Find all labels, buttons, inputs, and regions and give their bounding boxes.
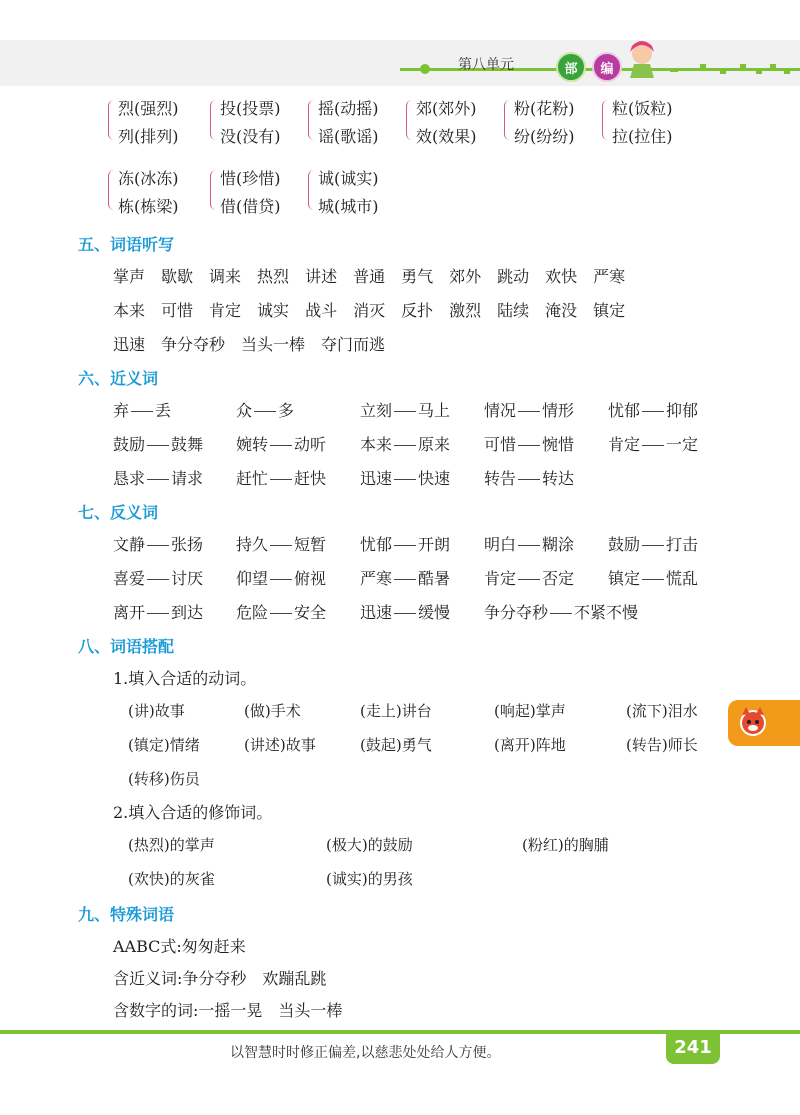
header-dot xyxy=(420,64,430,74)
verb-item: (离开)阵地 xyxy=(494,736,566,754)
subheading: 2.填入合适的修饰词。 xyxy=(113,803,273,822)
modifier-item: (诚实)的男孩 xyxy=(326,870,413,888)
word-row: 迅速 争分夺秒 当头一棒 夺门而逃 xyxy=(113,335,386,354)
section-title: 七、反义词 xyxy=(78,503,159,522)
char-pair: 摇(动摇) 谣(歌谣) xyxy=(308,100,408,140)
synonym-pair: 忧郁 抑郁 xyxy=(608,401,699,420)
antonym-pair: 争分夺秒 不紧不慢 xyxy=(484,603,639,622)
modifier-item: (欢快)的灰雀 xyxy=(128,870,215,888)
synonym-pair: 肯定 一定 xyxy=(608,435,699,454)
checker-pattern-icon xyxy=(660,60,800,80)
section-title: 九、特殊词语 xyxy=(78,905,175,924)
char-pair: 惜(珍惜) 借(借贷) xyxy=(210,170,310,210)
char-pair: 冻(冰冻) 栋(栋梁) xyxy=(108,170,208,210)
antonym-pair: 迅速 缓慢 xyxy=(360,603,451,622)
synonym-pair: 众 多 xyxy=(236,401,295,420)
synonym-pair: 弃 丢 xyxy=(113,401,172,420)
synonym-pair: 可惜 惋惜 xyxy=(484,435,575,454)
char-pair: 粒(饭粒) 拉(拉住) xyxy=(602,100,702,140)
char-pair: 郊(郊外) 效(效果) xyxy=(406,100,506,140)
antonym-pair: 明白 糊涂 xyxy=(484,535,575,554)
verb-item: (流下)泪水 xyxy=(626,702,698,720)
verb-item: (讲述)故事 xyxy=(244,736,316,754)
synonym-pair: 恳求 请求 xyxy=(113,469,204,488)
verb-item: (镇定)情绪 xyxy=(128,736,200,754)
char-pair: 烈(强烈) 列(排列) xyxy=(108,100,208,140)
antonym-pair: 仰望 俯视 xyxy=(236,569,327,588)
section-title: 六、近义词 xyxy=(78,369,159,388)
antonym-pair: 文静 张扬 xyxy=(113,535,204,554)
subheading: 1.填入合适的动词。 xyxy=(113,669,257,688)
word-row: 掌声 歇歇 调来 热烈 讲述 普通 勇气 郊外 跳动 欢快 严寒 xyxy=(113,267,626,286)
synonym-pair: 情况 情形 xyxy=(484,401,575,420)
page-number: 241 xyxy=(666,1030,720,1064)
badge-bian: 编 xyxy=(592,52,622,82)
verb-item: (转移)伤员 xyxy=(128,770,200,788)
section-title: 五、词语听写 xyxy=(78,235,175,254)
antonym-pair: 忧郁 开朗 xyxy=(360,535,451,554)
footer-motto: 以智慧时时修正偏差,以慈悲处处给人方便。 xyxy=(230,1045,501,1061)
antonym-pair: 喜爱 讨厌 xyxy=(113,569,204,588)
antonym-pair: 严寒 酷暑 xyxy=(360,569,451,588)
antonym-pair: 镇定 慌乱 xyxy=(608,569,699,588)
antonym-pair: 肯定 否定 xyxy=(484,569,575,588)
modifier-item: (热烈)的掌声 xyxy=(128,836,215,854)
synonym-pair: 转告 转达 xyxy=(484,469,575,488)
synonym-pair: 婉转 动听 xyxy=(236,435,327,454)
special-line: 含数字的词:一摇一晃 当头一棒 xyxy=(113,1001,343,1020)
unit-title: 第八单元 xyxy=(458,57,514,73)
verb-item: (讲)故事 xyxy=(128,702,185,720)
verb-item: (鼓起)勇气 xyxy=(360,736,432,754)
antonym-pair: 离开 到达 xyxy=(113,603,204,622)
verb-item: (响起)掌声 xyxy=(494,702,566,720)
verb-item: (走上)讲台 xyxy=(360,702,432,720)
badge-bu: 部 xyxy=(556,52,586,82)
cartoon-girl-icon xyxy=(622,38,662,78)
antonym-pair: 持久 短暂 xyxy=(236,535,327,554)
verb-item: (做)手术 xyxy=(244,702,301,720)
modifier-item: (极大)的鼓励 xyxy=(326,836,413,854)
antonym-pair: 鼓励 打击 xyxy=(608,535,699,554)
section-title: 八、词语搭配 xyxy=(78,637,175,656)
fox-face-icon xyxy=(736,705,770,739)
synonym-pair: 立刻 马上 xyxy=(360,401,451,420)
char-pair: 诚(诚实) 城(城市) xyxy=(308,170,408,210)
special-line: 含近义词:争分夺秒 欢蹦乱跳 xyxy=(113,969,327,988)
modifier-item: (粉红)的胸脯 xyxy=(522,836,609,854)
char-pair: 粉(花粉) 纷(纷纷) xyxy=(504,100,604,140)
antonym-pair: 危险 安全 xyxy=(236,603,327,622)
special-line: AABC式:匆匆赶来 xyxy=(113,937,246,956)
synonym-pair: 鼓励 鼓舞 xyxy=(113,435,204,454)
synonym-pair: 本来 原来 xyxy=(360,435,451,454)
char-pair: 投(投票) 没(没有) xyxy=(210,100,310,140)
synonym-pair: 迅速 快速 xyxy=(360,469,451,488)
verb-item: (转告)师长 xyxy=(626,736,698,754)
synonym-pair: 赶忙 赶快 xyxy=(236,469,327,488)
word-row: 本来 可惜 肯定 诚实 战斗 消灭 反扑 激烈 陆续 淹没 镇定 xyxy=(113,301,626,320)
